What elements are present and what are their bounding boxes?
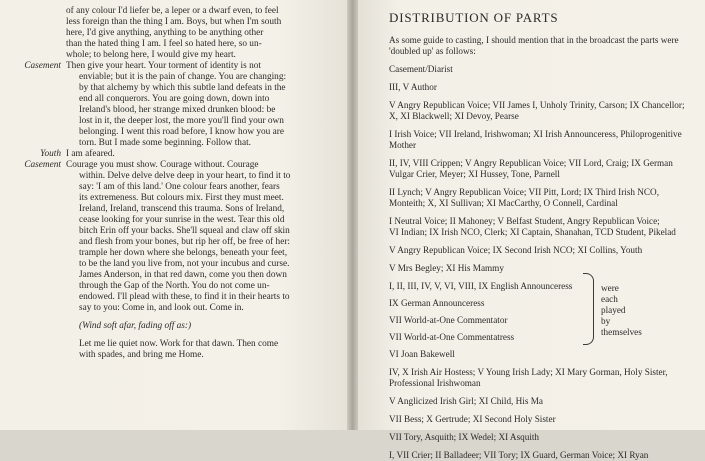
text-line: whole; to belong here, I would give my heart. — [66, 50, 236, 60]
text-line: trample her down where she belongs, beneath your feet, — [79, 248, 288, 258]
text-line: say: 'I am of this land.' One colour fears another, fears — [79, 182, 280, 192]
cast-row: Vulgar Crier, Meyer; XI Hussey, Tone, Parnell — [389, 169, 560, 179]
text-line: by that alchemy by which this subtle land defeats in the — [79, 83, 286, 93]
text-line: to be the land you live from, not your incubus and curse. — [79, 259, 290, 269]
cast-row: VII Bess; X Gertrude; XI Second Holy Sister — [389, 414, 556, 424]
cast-row: Professional Irishwoman — [389, 378, 481, 388]
cast-row: I Irish Voice; VII Ireland, Irishwoman; XI Irish Announceress, Philoprogenitive — [389, 129, 682, 139]
brace-row: VII World-at-One Commentatress — [389, 332, 515, 342]
cast-row: V Anglicized Irish Girl; XI Child, His Ma — [389, 396, 543, 406]
brace-note-word: played — [601, 305, 626, 315]
brace-row: I, II, III, IV, V, VI, VIII, IX English Announceress — [389, 281, 573, 291]
text-line: Courage you must show. Courage without. Courage — [66, 160, 259, 170]
brace-row: VII World-at-One Commentator — [389, 315, 508, 325]
text-line: endowed. I'll plead with these, to find it in their hearts to — [79, 292, 290, 302]
text-line: say to you: Come in, and look out. Come in. — [79, 303, 244, 313]
text-line: Then give your heart. Your torment of identity is not — [66, 61, 261, 71]
cast-row: II, IV, VIII Crippen; V Angry Republican Voice; VII Lord, Craig; IX German — [389, 158, 673, 168]
text-line: Let me lie quiet now. Work for that dawn. Then come — [79, 339, 279, 349]
text-line: belonging. I went this road before, I know how you are — [79, 127, 284, 137]
brace-note-word: themselves — [601, 327, 642, 337]
stage-direction: (Wind soft afar, fading off as:) — [79, 321, 192, 331]
curly-brace — [583, 273, 594, 345]
cast-row: I Neutral Voice; II Mahoney; V Belfast Student, Angry Republican Voice; — [389, 216, 660, 226]
text-line: I am afeared. — [66, 149, 115, 159]
intro-line: As some guide to casting, I should mention that in the broadcast the parts were — [389, 35, 679, 45]
text-line: through the Gap of the North. You do not come un- — [79, 281, 270, 291]
text-line: within. Delve delve delve deep in your heart, to find it to — [79, 171, 291, 181]
text-line: Ireland, Ireland, transcend this trauma. Sons of Ireland, — [79, 204, 285, 214]
cast-row: V Angry Republican Voice; VII James I, Unholy Trinity, Carson; IX Chancellor; — [389, 100, 685, 110]
cast-row: V Angry Republican Voice; IX Second Irish NCO; XI Collins, Youth — [389, 245, 643, 255]
cast-row: X, XI Blackwell; XI Devoy, Pearse — [389, 111, 519, 121]
text-line: lost in it, the deeper lost, the more you'll find your own — [79, 116, 284, 126]
page-title: DISTRIBUTION OF PARTS — [389, 10, 559, 25]
brace-note-word: were — [601, 283, 619, 293]
intro-line: 'doubled up' as follows: — [389, 46, 476, 56]
text-line: bitch Erin off your backs. She'll squeal and claw off skin — [79, 226, 290, 236]
text-line: cease looking for your sunrise in the west. Tear this old — [79, 215, 285, 225]
text-line: torn. But I made some beginning. Follow that. — [79, 138, 251, 148]
speaker-youth: Youth — [40, 149, 61, 159]
text-line: with spades, and bring me Home. — [79, 350, 204, 360]
cast-row: V Mrs Begley; XI His Mammy — [389, 263, 504, 273]
text-line: end all conquerors. You are going down, down into — [79, 94, 270, 104]
text-line: and flesh from your bones, but rip her off, be free of her: — [79, 237, 291, 247]
cast-row: VII Tory, Asquith; IX Wedel; XI Asquith — [389, 432, 540, 442]
text-line: enviable; but it is the pain of change. You are changing: — [79, 72, 287, 82]
text-line: here, I'd give anything, anything to be anything other — [66, 28, 264, 38]
brace-row: VI Joan Bakewell — [389, 349, 455, 359]
text-line: less foreign than the thing I am. Boys, but when I'm south — [66, 17, 282, 27]
text-line: Ireland's blood, her strange mixed drunken blood: be — [79, 105, 276, 115]
cast-row: IV, X Irish Air Hostess; V Young Irish Lady; XI Mary Gorman, Holy Sister, — [389, 367, 668, 377]
brace-row: IX German Announceress — [389, 298, 485, 308]
cast-row: III, V Author — [389, 82, 437, 92]
cast-row: Monteith; X, XI Sullivan; XI MacCarthy, O Connell, Cardinal — [389, 198, 618, 208]
text-line: than the hated thing I am. I feel so hated here, so un- — [66, 39, 262, 49]
brace-note-word: each — [601, 294, 618, 304]
cast-row: Casement/Diarist — [389, 64, 453, 74]
cast-row: Mother — [389, 140, 417, 150]
text-line: James Anderson, in that red dawn, come you then down — [79, 270, 287, 280]
text-line: its extremeness. But colours mix. First they must meet. — [79, 193, 284, 203]
book-gutter — [347, 0, 358, 430]
brace-note-word: by — [601, 316, 611, 326]
speaker-casement: Casement — [24, 61, 61, 71]
cast-row: VI Indian; IX Irish NCO, Clerk; XI Captain, Shanahan, TCD Student, Pikelad — [389, 227, 676, 237]
cast-row: II Lynch; V Angry Republican Voice; VII Pitt, Lord; IX Third Irish NCO, — [389, 187, 659, 197]
cast-row: I, VII Crier; II Balladeer; VII Tory; IX Guard, German Voice; XI Ryan — [389, 450, 649, 460]
text-line: of any colour I'd liefer be, a leper or a dwarf even, to feel — [66, 6, 279, 16]
speaker-casement: Casement — [24, 160, 61, 170]
